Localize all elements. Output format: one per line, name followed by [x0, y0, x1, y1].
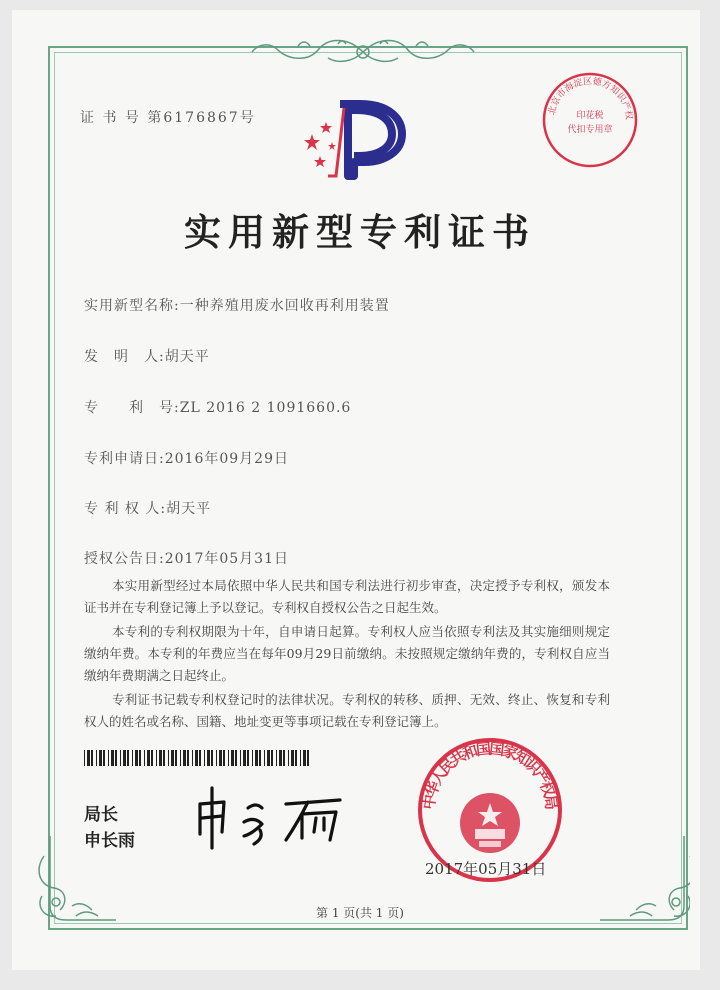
barcode-bar [228, 750, 229, 766]
field-label: 专利申请日: [84, 451, 165, 467]
barcode-bar [171, 750, 174, 766]
body-paragraph-3: 专利证书记载专利权登记时的法律状况。专利权的转移、质押、无效、终止、恢复和专利权人的姓名或名称、国籍、地址变更等事项记载在专利登记簿上。 [84, 692, 610, 729]
barcode-bar [99, 750, 102, 766]
ornament-top-icon [248, 32, 478, 72]
barcode-bar [103, 750, 105, 766]
certificate-title: 实用新型专利证书 [184, 210, 536, 254]
field-value: 一种养殖用废水回收再利用装置 [179, 298, 390, 314]
barcode-bar [123, 750, 126, 766]
barcode-bar [295, 750, 297, 766]
page-number: 第 1 页(共 1 页) [316, 906, 404, 920]
barcode-bar [247, 750, 249, 766]
svg-text:印花税: 印花税 [576, 111, 604, 121]
director-title: 局长 [84, 805, 118, 825]
handwritten-signature-icon [190, 782, 360, 852]
barcode-bar [139, 750, 141, 766]
barcode-bar [288, 750, 289, 766]
svg-text:北京市海淀区德方知识产权: 北京市海淀区德方知识产权 [547, 76, 634, 121]
barcode-bar [156, 750, 157, 766]
barcode-bar [91, 750, 93, 766]
barcode-bar [307, 750, 309, 766]
body-paragraph-1: 本实用新型经过本局依照中华人民共和国专利法进行初步审查，决定授予专利权，颁发本证书并在专利登记簿上予以登记。专利权自授权公告之日起生效。 [84, 578, 610, 615]
barcode-bar [216, 750, 217, 766]
field-value: 2017年05月31日 [164, 551, 289, 567]
patent-office-logo-icon [298, 100, 408, 180]
field-label: 专 利 权 人: [84, 501, 167, 517]
barcode-bar [199, 750, 201, 766]
field-value: 胡天平 [164, 349, 210, 365]
svg-text:中华人民共和国国家知识产权局: 中华人民共和国国家知识产权局 [419, 739, 561, 811]
barcode-bar [252, 750, 253, 766]
barcode-bar [187, 750, 189, 766]
field-value: ZL 2016 2 1091660.6 [179, 400, 352, 416]
barcode-bar [159, 750, 162, 766]
barcode-bar [135, 750, 138, 766]
barcode-bar [271, 750, 273, 766]
barcode-bar [283, 750, 285, 766]
barcode-bar [108, 750, 109, 766]
barcode-bar [300, 750, 301, 766]
barcode-bar [195, 750, 198, 766]
barcode-bar [204, 750, 205, 766]
svg-text:代扣专用章: 代扣专用章 [567, 125, 613, 135]
barcode-bar [175, 750, 177, 766]
barcode-bar [243, 750, 246, 766]
barcode-bar [255, 750, 258, 766]
barcode-bar [276, 750, 277, 766]
barcode-bar [111, 750, 114, 766]
body-paragraph-2: 本专利的专利权期限为十年，自申请日起算。专利权人应当依照专利法及其实施细则规定缴纳年费。本专利的年费应当在每年09月29日前缴纳。未按照规定缴纳年费的，专利权自应当缴纳年费期满之日起终止。 [84, 624, 610, 683]
barcode-bar [180, 750, 181, 766]
field-label: 实用新型名称: [84, 298, 180, 314]
tax-seal-icon [540, 70, 640, 170]
issue-date: 2017年05月31日 [425, 860, 547, 878]
barcode-bar [132, 750, 133, 766]
barcode-bar [219, 750, 222, 766]
barcode-bar [84, 750, 85, 766]
barcode-bar [291, 750, 294, 766]
barcode-bar [147, 750, 150, 766]
barcode-bar [279, 750, 282, 766]
barcode-bar [223, 750, 225, 766]
field-patent-number [84, 397, 351, 417]
barcode-bar [231, 750, 234, 766]
certificate-number: 证 书 号 第6176867号 [80, 110, 256, 126]
barcode-bar [183, 750, 186, 766]
barcode-bar [144, 750, 145, 766]
field-announcement-date [84, 548, 289, 568]
barcode-bar [115, 750, 117, 766]
barcode-icon [84, 750, 314, 766]
barcode-bar [87, 750, 90, 766]
barcode-bar [303, 750, 306, 766]
field-patentee [84, 498, 211, 518]
director-name: 申长雨 [84, 831, 135, 851]
field-label: 发 明 人: [84, 349, 165, 365]
field-value: 胡天平 [166, 501, 212, 517]
field-label: 授权公告日: [84, 551, 165, 567]
barcode-bar [207, 750, 210, 766]
field-application-date [84, 448, 289, 468]
barcode-bar [151, 750, 153, 766]
barcode-bar [235, 750, 237, 766]
barcode-bar [163, 750, 165, 766]
barcode-bar [168, 750, 169, 766]
barcode-bar [211, 750, 213, 766]
barcode-bar [240, 750, 241, 766]
field-model-name [84, 295, 390, 315]
barcode-bar [192, 750, 193, 766]
field-label: 专 利 号: [84, 400, 180, 416]
field-value: 2016年09月29日 [164, 451, 289, 467]
barcode-bar [259, 750, 261, 766]
barcode-bar [120, 750, 121, 766]
barcode-bar [267, 750, 270, 766]
barcode-bar [264, 750, 265, 766]
barcode-bar [96, 750, 97, 766]
field-inventor [84, 346, 210, 366]
certificate-body [84, 575, 610, 735]
barcode-bar [127, 750, 129, 766]
